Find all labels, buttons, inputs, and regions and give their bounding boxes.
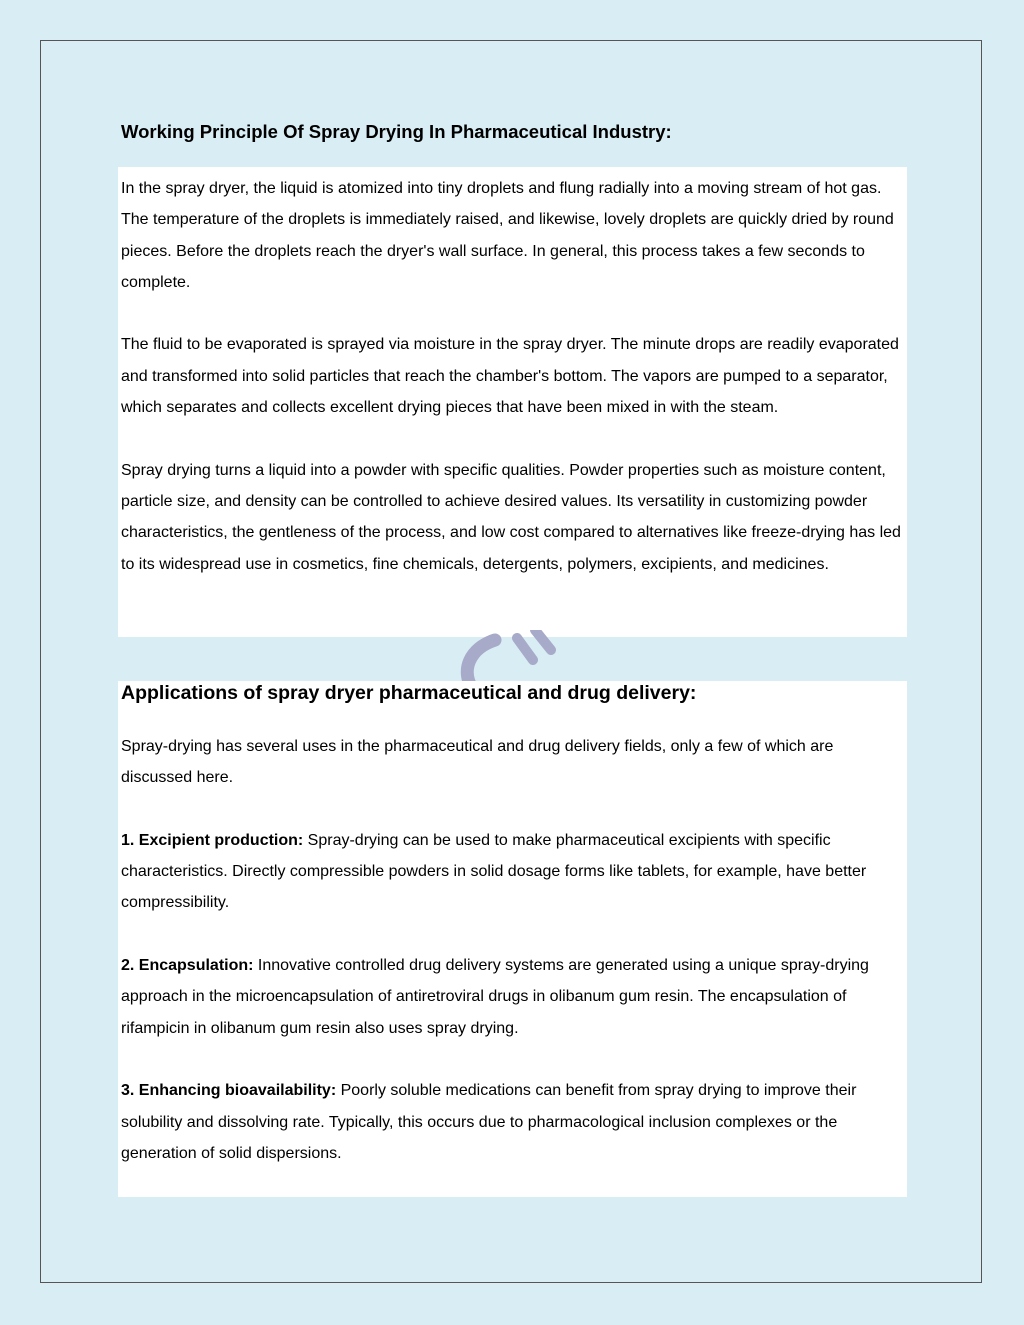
section-applications-title: Applications of spray dryer pharmaceutical and drug delivery: [121,682,697,704]
application-item-encapsulation [121,950,903,1044]
application-item-lead: 1. Excipient production: [121,831,304,849]
applications-intro: Spray-drying has several uses in the pharmaceutical and drug delivery fields, only a few of which are discussed here. [121,738,834,787]
application-item-excipient [121,825,903,919]
applications-panel [118,681,907,1197]
application-item-text: Spray-drying can be used to make pharmaceutical excipients with specific characteristics. Directly compressible powders in solid dosage forms like tablets, for example, have better compressibility. [121,831,867,912]
application-item-lead: 3. Enhancing bioavailability: [121,1082,337,1100]
application-item-text: Innovative controlled drug delivery systems are generated using a unique spray-drying approach in the microencapsulation of antiretroviral drugs in olibanum gum resin. The encapsulation of rifampicin in olibanum gum resin also uses spray drying. [121,957,869,1037]
paragraph: In the spray dryer, the liquid is atomized into tiny droplets and flung radially into a moving stream of hot gas. The temperature of the droplets is immediately raised, and likewise, lovely droplets are quickly dried by round pieces. Before the droplets reach the dryer's wall surface. In general, this process takes a few seconds to complete. [121,180,894,291]
working-principle-panel [118,167,907,637]
application-item-text: Poorly soluble medications can benefit from spray drying to improve their solubility and dissolving rate. Typically, this occurs due to pharmacological inclusion complexes or the generation of solid dispersions. [121,1082,857,1162]
application-item-lead: 2. Encapsulation: [121,957,254,975]
paragraph: Spray drying turns a liquid into a powder with specific qualities. Powder properties such as moisture content, particle size, and density can be controlled to achieve desired values. Its versatility in customizing powder characteristics, the gentleness of the process, and low cost compared to alternatives like freeze-drying has led to its widespread use in cosmetics, fine chemicals, detergents, polymers, excipients, and medicines. [121,461,901,573]
application-item-bioavailability [121,1075,903,1169]
paragraph: The fluid to be evaporated is sprayed via moisture in the spray dryer. The minute drops are readily evaporated and transformed into solid particles that reach the chamber's bottom. The vapors are pumped to a separator, which separates and collects excellent drying pieces that have been mixed in with the steam. [121,336,899,417]
section-working-principle-title: Working Principle Of Spray Drying In Pharmaceutical Industry: [121,121,672,142]
